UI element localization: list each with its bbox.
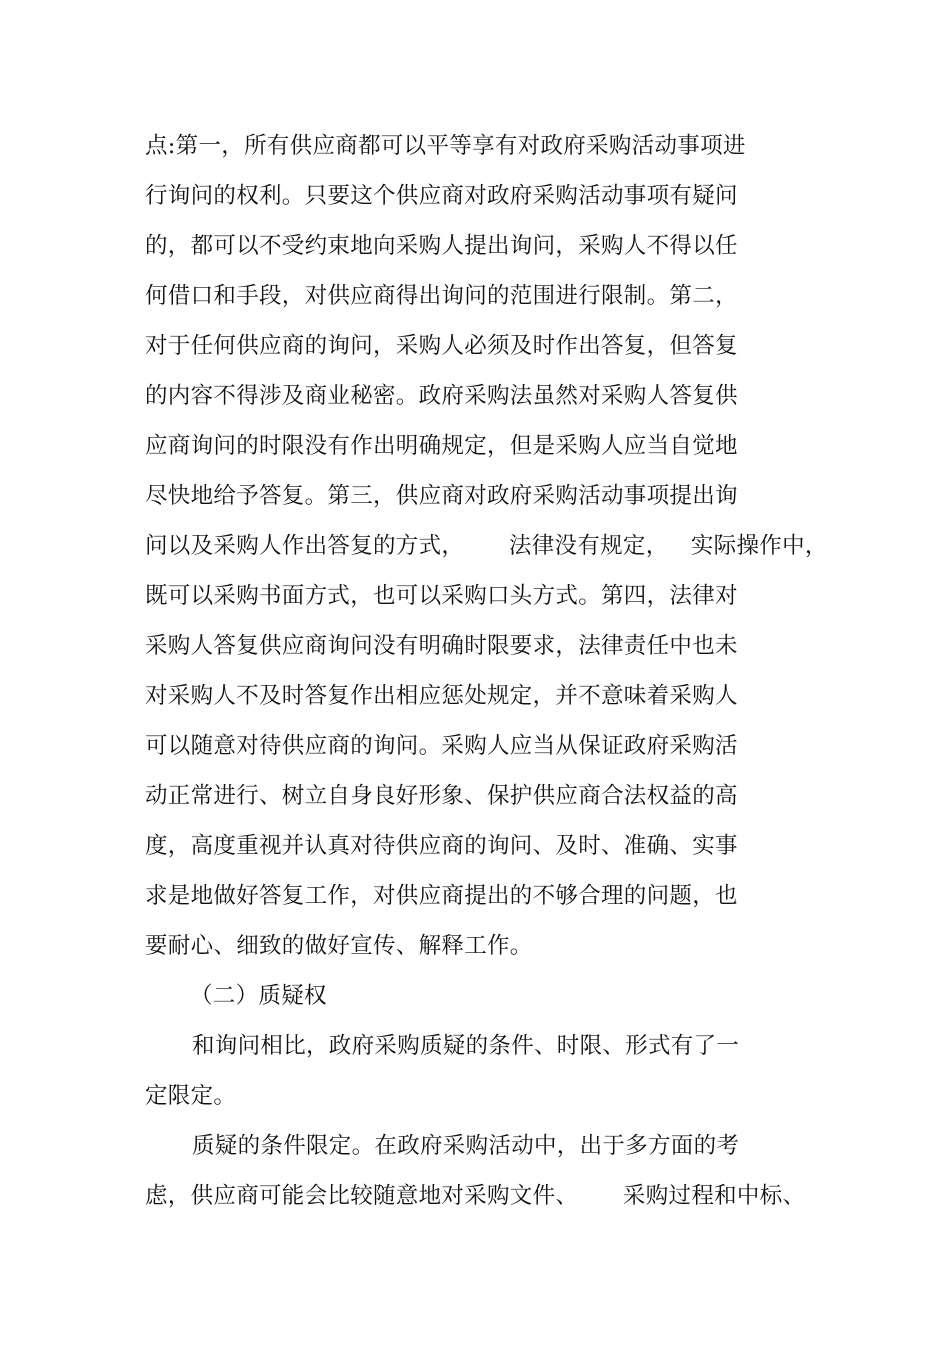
text-line: 的，都可以不受约束地向采购人提出询问，采购人不得以任 — [145, 233, 738, 259]
section-heading: （二）质疑权 — [190, 983, 327, 1009]
text-line: 采购人答复供应商询问没有明确时限要求，法律责任中也未 — [145, 633, 738, 659]
text-line: 虑，供应商可能会比较随意地对采购文件、 采购过程和中标、 — [145, 1183, 806, 1209]
text-line: 度，高度重视并认真对待供应商的询问、及时、准确、实事 — [145, 833, 738, 859]
text-line: 行询问的权利。只要这个供应商对政府采购活动事项有疑问 — [145, 183, 738, 209]
text-line: 对采购人不及时答复作出相应惩处规定，并不意味着采购人 — [145, 683, 738, 709]
text-line: 定限定。 — [145, 1083, 237, 1109]
text-line: 尽快地给予答复。第三，供应商对政府采购活动事项提出询 — [145, 483, 738, 509]
text-line: 动正常进行、树立自身良好形象、保护供应商合法权益的高 — [145, 783, 738, 809]
text-line: 和询问相比，政府采购质疑的条件、时限、形式有了一 — [192, 1033, 740, 1059]
text-line: 要耐心、细致的做好宣传、解释工作。 — [145, 933, 533, 959]
text-line: 求是地做好答复工作，对供应商提出的不够合理的问题，也 — [145, 883, 738, 909]
text-line: 质疑的条件限定。在政府采购活动中，出于多方面的考 — [192, 1133, 740, 1159]
text-line: 点:第一，所有供应商都可以平等享有对政府采购活动事项进 — [145, 133, 746, 159]
text-line: 应商询问的时限没有作出明确规定，但是采购人应当自觉地 — [145, 433, 738, 459]
text-line: 对于任何供应商的询问，采购人必须及时作出答复，但答复 — [145, 333, 738, 359]
text-line: 可以随意对待供应商的询问。采购人应当从保证政府采购活 — [145, 733, 738, 759]
text-line: 问以及采购人作出答复的方式， 法律没有规定， 实际操作中， — [145, 533, 828, 559]
text-line: 何借口和手段，对供应商得出询问的范围进行限制。第二， — [145, 283, 738, 309]
text-line: 既可以采购书面方式，也可以采购口头方式。第四，法律对 — [145, 583, 738, 609]
text-line: 的内容不得涉及商业秘密。政府采购法虽然对采购人答复供 — [145, 383, 738, 409]
